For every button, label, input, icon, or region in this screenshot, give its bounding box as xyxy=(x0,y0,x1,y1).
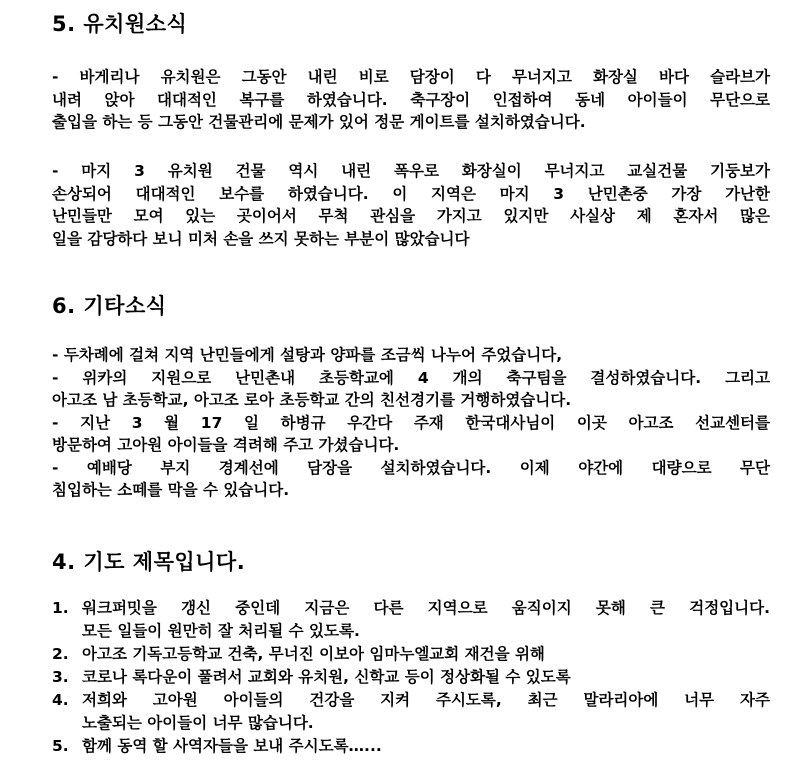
list-number: 1. xyxy=(52,599,69,617)
list-item xyxy=(52,666,770,689)
section-6-paragraph xyxy=(52,344,770,502)
section-5-paragraph-1 xyxy=(52,66,770,134)
section-5-title: 5. 유치원소식 xyxy=(52,12,188,36)
text-line: 함께 동역 할 사역자들을 보내 주시도록…... xyxy=(82,737,382,755)
section-5-paragraph-2 xyxy=(52,160,770,250)
text-line: 방문하여 고아원 아이들을 격려해 주고 가셨습니다. xyxy=(52,436,400,454)
list-item xyxy=(52,735,770,758)
text-line: - 바게리나 유치원은 그동안 내린 비로 담장이 다 무너지고 화장실 바다 슬라브가 xyxy=(52,68,770,86)
text-line: 코로나 록다운이 풀려서 교회와 유치원, 신학교 등이 정상화될 수 있도록 xyxy=(82,668,571,686)
list-number: 2. xyxy=(52,645,69,663)
text-line: - 지난 3 월 17 일 하병규 우간다 주재 한국대사님이 이곳 아고조 선교센터를 xyxy=(52,413,770,432)
text-line: 모든 일들이 원만히 잘 처리될 수 있도록. xyxy=(82,622,360,640)
text-line: 난민들만 모여 있는 곳이어서 무척 관심을 가지고 있지만 사실상 제 혼자서 많은 xyxy=(52,207,770,225)
list-item xyxy=(52,689,770,735)
text-line: 내려 앉아 대대적인 복구를 하였습니다. 축구장이 인접하여 동네 아이들이 무단으로 xyxy=(52,90,770,109)
list-item xyxy=(52,597,770,643)
text-line: 손상되어 대대적인 보수를 하였습니다. 이 지역은 마지 3 난민촌중 가장 가난한 xyxy=(52,184,770,203)
text-line: - 예배당 부지 경계선에 담장을 설치하였습니다. 이제 야간에 대량으로 무단 xyxy=(52,458,770,477)
prayer-list xyxy=(52,597,770,758)
text-line: 일을 감당하다 보니 미처 손을 쓰지 못하는 부분이 많았습니다 xyxy=(52,229,470,248)
text-line: - 위카의 지원으로 난민촌내 초등학교에 4 개의 축구팀을 결성하였습니다. 그리고 xyxy=(52,368,770,387)
text-line: - 두차례에 걸쳐 지역 난민들에게 설탕과 양파를 조금씩 나누어 주었습니다, xyxy=(52,346,563,364)
list-item xyxy=(52,643,770,666)
section-4-title: 4. 기도 제목입니다. xyxy=(52,550,246,574)
text-line: 침입하는 소떼를 막을 수 있습니다. xyxy=(52,481,290,499)
list-number: 4. xyxy=(52,691,69,709)
text-line: 저희와 고아원 아이들의 건강을 지켜 주시도록, 최근 말라리아에 너무 자주 xyxy=(82,691,770,709)
list-number: 5. xyxy=(52,737,69,755)
list-number: 3. xyxy=(52,668,69,686)
section-6-title: 6. 기타소식 xyxy=(52,294,167,318)
text-line: 아고조 남 초등학교, 아고조 로아 초등학교 간의 친선경기를 거행하였습니다. xyxy=(52,391,572,409)
text-line: 출입을 하는 등 그동안 건물관리에 문제가 있어 정문 게이트를 설치하였습니다. xyxy=(52,113,586,131)
text-line: 노출되는 아이들이 너무 많습니다. xyxy=(82,714,314,732)
text-line: - 마지 3 유치원 건물 역시 내린 폭우로 화장실이 무너지고 교실건물 기둥보가 xyxy=(52,162,770,180)
text-line: 워크퍼밋을 갱신 중인데 지금은 다른 지역으로 움직이지 못해 큰 걱정입니다. xyxy=(82,599,770,617)
text-line: 아고조 기독고등학교 건축, 무너진 이보아 임마누엘교회 재건을 위해 xyxy=(82,645,545,663)
